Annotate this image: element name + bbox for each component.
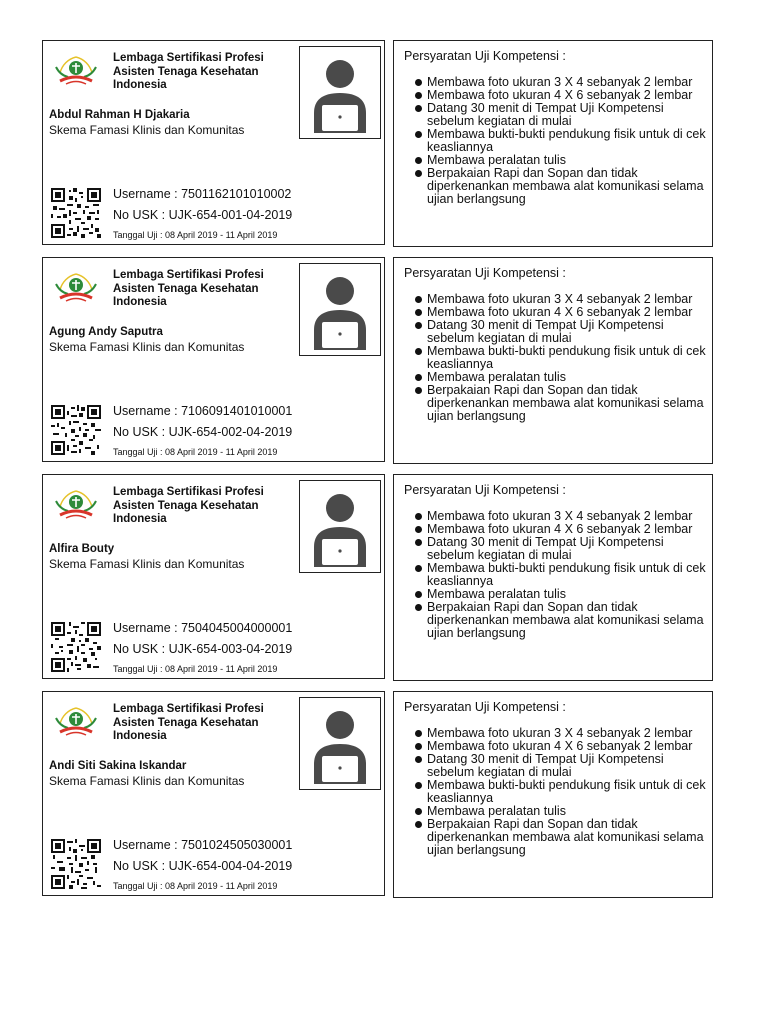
requirement-text: Membawa bukti-bukti pendukung fisik untuk di cek keasliannya — [427, 778, 706, 805]
bullet-icon — [415, 309, 422, 316]
requirements-title: Persyaratan Uji Kompetensi : — [404, 266, 566, 280]
qr-code-icon — [51, 188, 101, 238]
participant-name: Agung Andy Saputra — [49, 326, 163, 338]
bullet-icon — [415, 526, 422, 533]
requirement-text: Membawa foto ukuran 3 X 4 sebanyak 2 lembar — [427, 75, 693, 89]
scheme-label: Skema Famasi Klinis dan Komunitas — [49, 340, 245, 354]
requirements-card — [393, 691, 713, 898]
requirement-text: Membawa bukti-bukti pendukung fisik untuk di cek keasliannya — [427, 127, 706, 154]
exam-date: Tanggal Uji : 08 April 2019 - 11 April 2019 — [113, 664, 278, 674]
requirements-title: Persyaratan Uji Kompetensi : — [404, 700, 566, 714]
participant-name: Alfira Bouty — [49, 543, 115, 555]
requirement-text: Membawa foto ukuran 3 X 4 sebanyak 2 lembar — [427, 509, 693, 523]
bullet-icon — [415, 539, 422, 546]
bullet-icon — [415, 322, 422, 329]
requirements-card — [393, 40, 713, 247]
usk-number: No USK : UJK-654-001-04-2019 — [113, 208, 293, 222]
requirement-text: Membawa foto ukuran 3 X 4 sebanyak 2 lembar — [427, 726, 693, 740]
requirements-list — [404, 293, 709, 423]
requirement-text: Membawa peralatan tulis — [427, 370, 566, 384]
card-row-2 — [42, 257, 713, 464]
organization-name: Lembaga Sertifikasi Profesi Asisten Tenaga Kesehatan Indonesia — [113, 486, 264, 525]
qr-code-icon — [51, 839, 101, 889]
person-with-laptop-icon — [299, 46, 381, 139]
participant-name: Andi Siti Sakina Iskandar — [49, 760, 187, 772]
scheme-label: Skema Famasi Klinis dan Komunitas — [49, 774, 245, 788]
username: Username : 7501162101010002 — [113, 187, 292, 201]
usk-number: No USK : UJK-654-004-04-2019 — [113, 859, 293, 873]
requirement-text: Datang 30 menit di Tempat Uji Kompetensi sebelum kegiatan di mulai — [427, 101, 664, 128]
bullet-icon — [415, 348, 422, 355]
exam-date: Tanggal Uji : 08 April 2019 - 11 April 2019 — [113, 447, 278, 457]
organization-name: Lembaga Sertifikasi Profesi Asisten Tenaga Kesehatan Indonesia — [113, 703, 264, 742]
bullet-icon — [415, 105, 422, 112]
scheme-label: Skema Famasi Klinis dan Komunitas — [49, 123, 245, 137]
requirement-item — [404, 818, 709, 857]
requirement-text: Membawa peralatan tulis — [427, 804, 566, 818]
requirement-text: Membawa peralatan tulis — [427, 587, 566, 601]
requirement-item — [404, 779, 709, 805]
requirement-item — [404, 102, 709, 128]
bullet-icon — [415, 92, 422, 99]
lsp-atki-logo-icon — [50, 270, 102, 304]
bullet-icon — [415, 730, 422, 737]
requirement-item — [404, 319, 709, 345]
requirements-title: Persyaratan Uji Kompetensi : — [404, 483, 566, 497]
requirement-text: Membawa foto ukuran 4 X 6 sebanyak 2 lembar — [427, 739, 693, 753]
lsp-atki-logo-icon — [50, 487, 102, 521]
person-with-laptop-icon — [299, 263, 381, 356]
requirement-text: Datang 30 menit di Tempat Uji Kompetensi sebelum kegiatan di mulai — [427, 318, 664, 345]
card-row-3 — [42, 474, 713, 681]
requirement-item — [404, 167, 709, 206]
scheme-label: Skema Famasi Klinis dan Komunitas — [49, 557, 245, 571]
bullet-icon — [415, 756, 422, 763]
qr-code-icon — [51, 622, 101, 672]
usk-number: No USK : UJK-654-002-04-2019 — [113, 425, 293, 439]
requirements-list — [404, 727, 709, 857]
requirement-item — [404, 536, 709, 562]
bullet-icon — [415, 513, 422, 520]
exam-date: Tanggal Uji : 08 April 2019 - 11 April 2019 — [113, 881, 278, 891]
requirement-text: Membawa foto ukuran 4 X 6 sebanyak 2 lembar — [427, 305, 693, 319]
exam-date: Tanggal Uji : 08 April 2019 - 11 April 2019 — [113, 230, 278, 240]
person-with-laptop-icon — [299, 480, 381, 573]
requirement-item — [404, 753, 709, 779]
id-card — [42, 474, 385, 679]
requirements-title: Persyaratan Uji Kompetensi : — [404, 49, 566, 63]
bullet-icon — [415, 79, 422, 86]
requirement-item — [404, 384, 709, 423]
requirement-item — [404, 345, 709, 371]
requirement-text: Berpakaian Rapi dan Sopan dan tidak diperkenankan membawa alat komunikasi selama ujian berlangsung — [427, 817, 704, 857]
username: Username : 7504045004000001 — [113, 621, 293, 635]
participant-name: Abdul Rahman H Djakaria — [49, 109, 190, 121]
requirement-text: Berpakaian Rapi dan Sopan dan tidak diperkenankan membawa alat komunikasi selama ujian berlangsung — [427, 383, 704, 423]
bullet-icon — [415, 821, 422, 828]
person-with-laptop-icon — [299, 697, 381, 790]
requirement-text: Membawa foto ukuran 4 X 6 sebanyak 2 lembar — [427, 88, 693, 102]
requirement-text: Datang 30 menit di Tempat Uji Kompetensi sebelum kegiatan di mulai — [427, 535, 664, 562]
organization-name: Lembaga Sertifikasi Profesi Asisten Tenaga Kesehatan Indonesia — [113, 52, 264, 91]
bullet-icon — [415, 743, 422, 750]
bullet-icon — [415, 374, 422, 381]
requirements-list — [404, 510, 709, 640]
requirement-text: Membawa foto ukuran 3 X 4 sebanyak 2 lembar — [427, 292, 693, 306]
bullet-icon — [415, 131, 422, 138]
usk-number: No USK : UJK-654-003-04-2019 — [113, 642, 293, 656]
lsp-atki-logo-icon — [50, 53, 102, 87]
requirement-text: Datang 30 menit di Tempat Uji Kompetensi sebelum kegiatan di mulai — [427, 752, 664, 779]
card-row-4 — [42, 691, 713, 898]
bullet-icon — [415, 591, 422, 598]
bullet-icon — [415, 387, 422, 394]
requirement-text: Membawa bukti-bukti pendukung fisik untuk di cek keasliannya — [427, 561, 706, 588]
requirement-text: Berpakaian Rapi dan Sopan dan tidak diperkenankan membawa alat komunikasi selama ujian berlangsung — [427, 600, 704, 640]
qr-code-icon — [51, 405, 101, 455]
card-row-1 — [42, 40, 713, 247]
requirements-list — [404, 76, 709, 206]
bullet-icon — [415, 604, 422, 611]
bullet-icon — [415, 170, 422, 177]
requirement-item — [404, 601, 709, 640]
id-card — [42, 40, 385, 245]
username: Username : 7106091401010001 — [113, 404, 293, 418]
bullet-icon — [415, 782, 422, 789]
requirements-card — [393, 257, 713, 464]
requirement-text: Membawa foto ukuran 4 X 6 sebanyak 2 lembar — [427, 522, 693, 536]
requirement-text: Membawa bukti-bukti pendukung fisik untuk di cek keasliannya — [427, 344, 706, 371]
username: Username : 7501024505030001 — [113, 838, 293, 852]
requirement-text: Membawa peralatan tulis — [427, 153, 566, 167]
bullet-icon — [415, 808, 422, 815]
requirement-item — [404, 562, 709, 588]
requirements-card — [393, 474, 713, 681]
organization-name: Lembaga Sertifikasi Profesi Asisten Tenaga Kesehatan Indonesia — [113, 269, 264, 308]
bullet-icon — [415, 565, 422, 572]
lsp-atki-logo-icon — [50, 704, 102, 738]
id-card — [42, 257, 385, 462]
bullet-icon — [415, 157, 422, 164]
requirement-item — [404, 128, 709, 154]
requirement-text: Berpakaian Rapi dan Sopan dan tidak diperkenankan membawa alat komunikasi selama ujian berlangsung — [427, 166, 704, 206]
id-card — [42, 691, 385, 896]
bullet-icon — [415, 296, 422, 303]
